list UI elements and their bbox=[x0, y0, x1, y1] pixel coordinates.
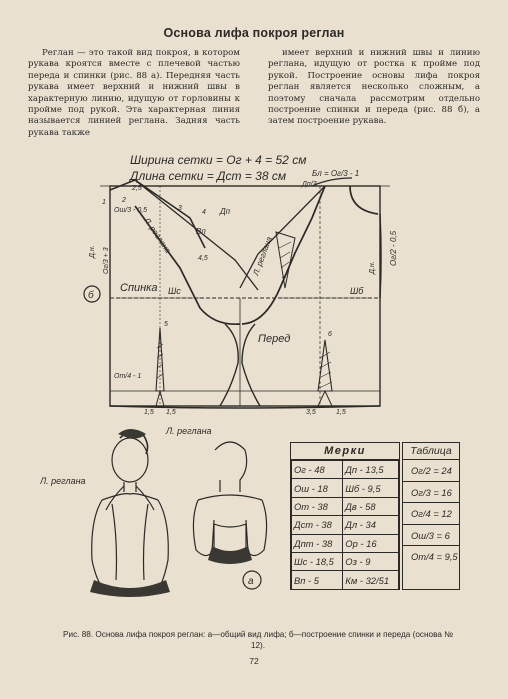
measure-cell: Шб - 9,5 bbox=[343, 479, 399, 497]
reglan-back-label: Л. реглана bbox=[142, 216, 173, 255]
reglan-label-right: Л. реглана bbox=[166, 426, 212, 436]
num-35: 3,5 bbox=[306, 409, 316, 416]
measure-cell: От - 38 bbox=[292, 497, 343, 515]
num-15c: 1,5 bbox=[336, 409, 346, 416]
measure-cell: Дст - 38 bbox=[292, 516, 343, 534]
calc-row: Ог/2 = 24 bbox=[403, 460, 459, 482]
og3-left-label: Ог/3 + 3 bbox=[103, 247, 110, 274]
measure-cell: Ор - 16 bbox=[343, 534, 399, 552]
page-number: 72 bbox=[249, 656, 259, 666]
calc-header: Таблица bbox=[403, 443, 459, 460]
num-15b: 1,5 bbox=[166, 409, 176, 416]
table-row bbox=[292, 552, 399, 570]
page-title: Основа лифа покроя реглан bbox=[163, 26, 345, 40]
reglan-front-label: Л. реглана bbox=[251, 235, 274, 277]
calc-table bbox=[402, 442, 460, 590]
table-row bbox=[292, 461, 399, 479]
pattern-drawing bbox=[80, 148, 410, 418]
table-row bbox=[292, 571, 399, 589]
front-label: Перед bbox=[258, 333, 291, 345]
bodice-illustration bbox=[40, 420, 290, 600]
measure-cell: Вп - 5 bbox=[292, 571, 343, 589]
measure-cell: Шс - 18,5 bbox=[292, 552, 343, 570]
measures-table bbox=[290, 442, 400, 590]
calc-row: Ог/3 = 16 bbox=[403, 482, 459, 504]
num-1: 1 bbox=[102, 199, 106, 206]
vp-label: Вп bbox=[196, 227, 206, 236]
text-column-right: имеет верхний и нижний швы и линию реглана, идущую от ростка к пройме под рукой. Построение основы лифа покроя реглан является несколько сложным, а поэтому сначала рассмотрим отдельно построение спинки и переда (рис. 88 б), а затем построение рукава. bbox=[268, 48, 480, 127]
num-6: 6 bbox=[328, 331, 332, 338]
shb-label: Шб bbox=[350, 286, 364, 296]
measure-cell: Км - 32/51 bbox=[343, 571, 399, 589]
table-row bbox=[292, 516, 399, 534]
num-5: 5 bbox=[164, 321, 168, 328]
table-row bbox=[292, 534, 399, 552]
num-3: 3 bbox=[178, 205, 182, 212]
table-row bbox=[292, 479, 399, 497]
grid-width-label: Ширина сетки = Ог + 4 = 52 см bbox=[130, 153, 307, 167]
num-4: 4 bbox=[202, 209, 206, 216]
measure-cell: Оз - 9 bbox=[343, 552, 399, 570]
ot-label: От/4 - 1 bbox=[114, 373, 142, 380]
text-column-left: Реглан — это такой вид покроя, в котором рукава кроятся вместе с плечевой частью переда и спинки (рис. 88 а). Передняя часть рукава имеет верхний и нижний швы в характерную линию, идущую от горловины к пройме под рукой. Эта характерная линия называется линией реглана. Задняя часть рукава также bbox=[28, 48, 240, 138]
figure-caption: Рис. 88. Основа лифа покроя реглан: а—общий вид лифа; б—построение спинки и переда (основа № 12). bbox=[63, 630, 453, 650]
dn-right-label: Д.н. bbox=[369, 261, 376, 274]
shs-label: Шс bbox=[168, 286, 181, 296]
grid-length-label: Длина сетки = Дст = 38 см bbox=[130, 169, 287, 183]
num-2: 2 bbox=[122, 197, 126, 204]
calc-row: Ош/3 = 6 bbox=[403, 525, 459, 547]
osh-label: Ош/3 - 0,5 bbox=[114, 207, 148, 214]
num-25: 2,5 bbox=[132, 185, 142, 192]
measure-cell: Дв - 58 bbox=[343, 497, 399, 515]
num-45: 4,5 bbox=[198, 255, 208, 262]
measure-cell: Дл - 34 bbox=[343, 516, 399, 534]
measure-cell: Ог - 48 bbox=[292, 461, 343, 479]
measure-cell: Ош - 18 bbox=[292, 479, 343, 497]
measures-header: Мерки bbox=[291, 443, 399, 460]
reglan-label-left: Л. реглана bbox=[40, 476, 86, 486]
og2-label: Ог/2 - 0,5 bbox=[389, 230, 398, 266]
measure-cell: Дпт - 38 bbox=[292, 534, 343, 552]
dn-left-label: Д.н. bbox=[89, 245, 96, 258]
measure-cell: Дп - 13,5 bbox=[343, 461, 399, 479]
dp-label: Дп bbox=[220, 207, 231, 216]
og3-top-label: Бл = Ог/3 - 1 bbox=[312, 169, 360, 178]
calc-row: От/4 = 9,5 bbox=[411, 551, 458, 563]
back-label: Спинка bbox=[120, 282, 158, 294]
marker-b: б bbox=[88, 290, 94, 301]
num-15a: 1,5 bbox=[144, 409, 154, 416]
calc-row: Ог/4 = 12 bbox=[403, 503, 459, 525]
dp3-label: Дп/3 bbox=[302, 181, 317, 188]
table-row bbox=[292, 497, 399, 515]
marker-a: а bbox=[248, 576, 254, 587]
